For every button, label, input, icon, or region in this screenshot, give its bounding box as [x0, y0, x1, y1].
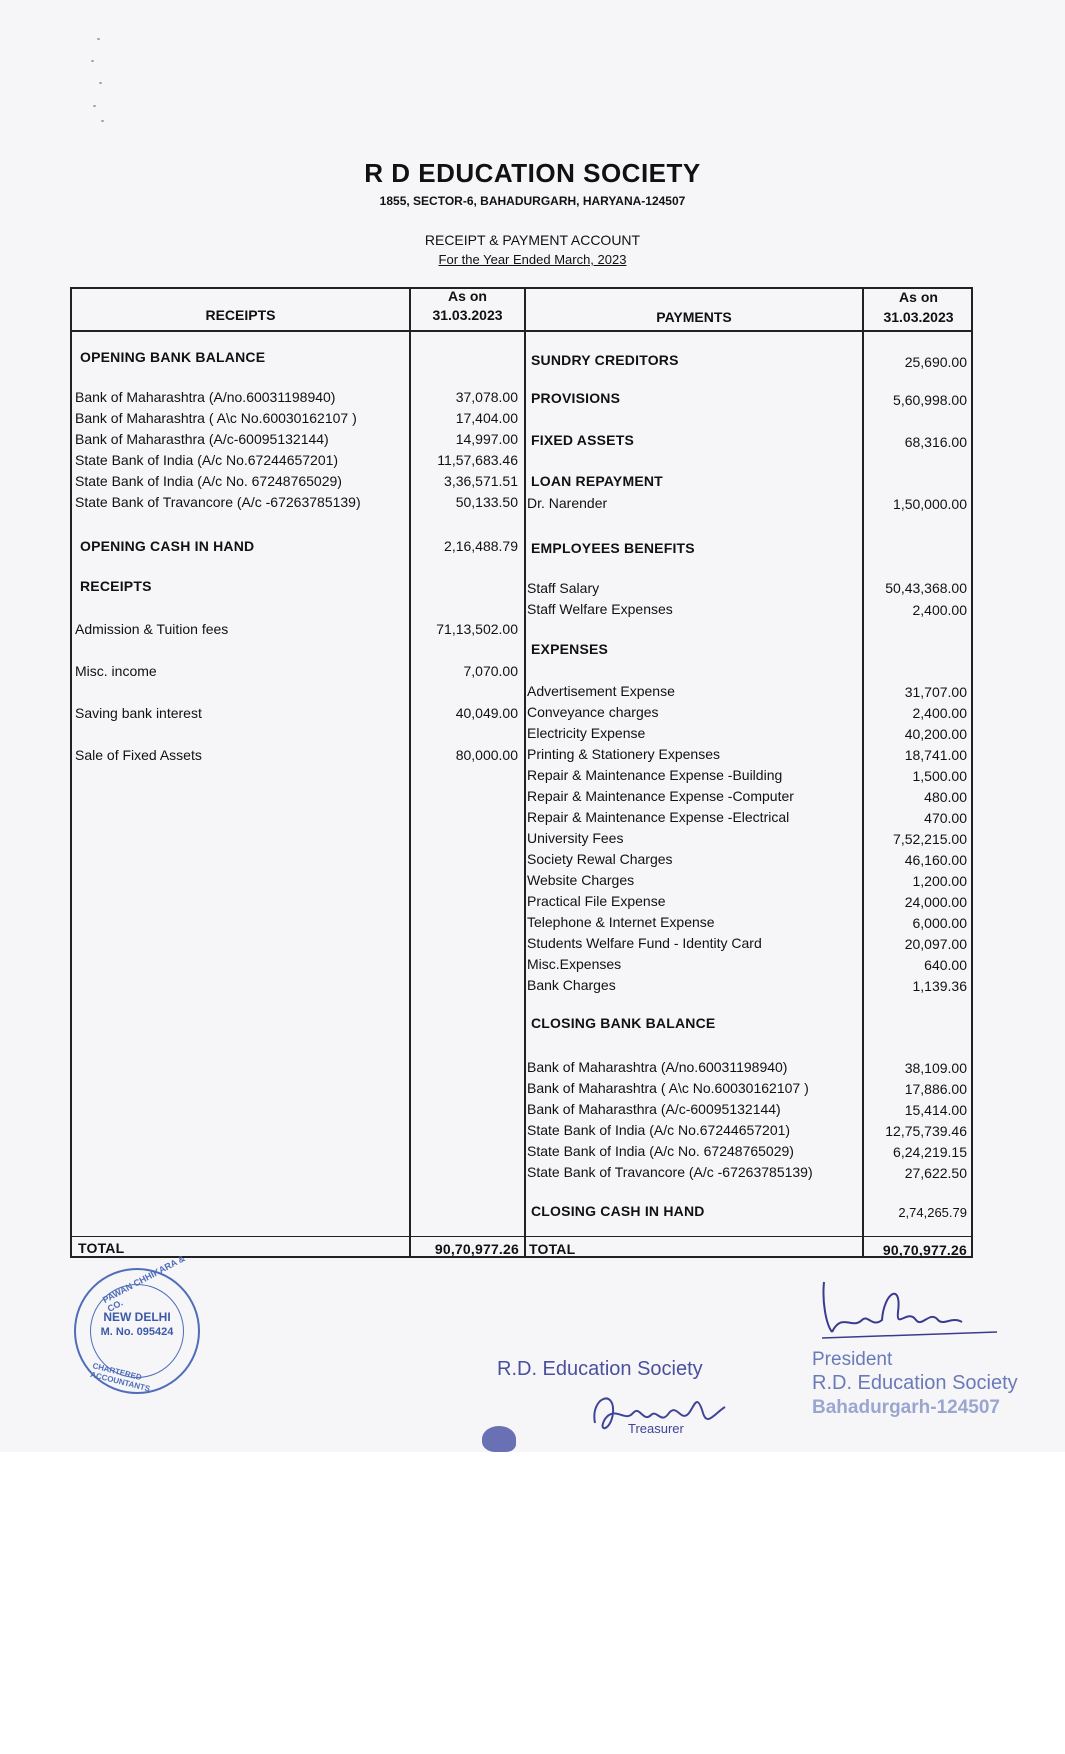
- expense-label: University Fees: [527, 830, 624, 846]
- closing-bank-label: State Bank of India (A/c No. 67248765029): [527, 1143, 794, 1159]
- closing-bank-amount: 27,622.50: [904, 1165, 967, 1181]
- expense-amount: 1,500.00: [912, 768, 967, 784]
- receipt-bank-amount: 37,078.00: [455, 389, 518, 405]
- expense-label: Bank Charges: [527, 977, 616, 993]
- expense-label: Society Rewal Charges: [527, 851, 673, 867]
- closing-bank-label: State Bank of Travancore (A/c -67263785139): [527, 1164, 813, 1180]
- expense-amount: 480.00: [924, 789, 967, 805]
- expenses-title: EXPENSES: [531, 641, 609, 657]
- expense-amount: 31,707.00: [904, 684, 967, 700]
- closing-bank-amount: 12,75,739.46: [885, 1123, 967, 1139]
- expense-amount: 6,000.00: [912, 915, 967, 931]
- expense-label: Repair & Maintenance Expense -Electrical: [527, 809, 790, 825]
- statement-title: RECEIPT & PAYMENT ACCOUNT: [424, 232, 641, 248]
- employee-amount: 50,43,368.00: [885, 580, 967, 596]
- employee-amount: 2,400.00: [912, 602, 967, 618]
- stamp-bottom-text: CHARTERED ACCOUNTANTS: [89, 1361, 151, 1394]
- president-label: President: [812, 1349, 893, 1370]
- sundry-creditors-amount: 25,690.00: [904, 354, 967, 370]
- employee-label: Staff Welfare Expenses: [527, 601, 673, 617]
- header-divider: [72, 330, 971, 332]
- date-header-left: 31.03.2023: [432, 307, 503, 323]
- as-on-header-right: As on: [899, 289, 938, 305]
- closing-bank-amount: 6,24,219.15: [893, 1144, 967, 1160]
- auditor-stamp: [74, 1253, 200, 1394]
- expense-amount: 640.00: [924, 957, 967, 973]
- closing-bank-label: State Bank of India (A/c No.67244657201): [527, 1122, 791, 1138]
- closing-cash-label: CLOSING CASH IN HAND: [531, 1203, 705, 1219]
- stamp-city: NEW DELHI: [103, 1310, 171, 1324]
- opening-cash-title: OPENING CASH IN HAND: [80, 538, 255, 554]
- expense-amount: 24,000.00: [904, 894, 967, 910]
- provisions-amount: 5,60,998.00: [893, 392, 967, 408]
- payments-total-amount: 90,70,977.26: [882, 1242, 967, 1258]
- total-divider: [72, 1236, 971, 1237]
- receipts-header: RECEIPTS: [205, 307, 276, 323]
- treasurer-label: Treasurer: [628, 1421, 684, 1436]
- closing-bank-amount: 15,414.00: [904, 1102, 967, 1118]
- receipt-bank-amount: 11,57,683.46: [437, 452, 518, 468]
- receipt-item-amount: 40,049.00: [455, 705, 518, 721]
- expense-label: Misc.Expenses: [527, 956, 622, 972]
- expense-amount: 470.00: [924, 810, 967, 826]
- receipt-bank-amount: 3,36,571.51: [444, 473, 518, 489]
- org-address: 1855, SECTOR-6, BAHADURGARH, HARYANA-124507: [379, 194, 686, 208]
- expense-amount: 1,200.00: [912, 873, 967, 889]
- closing-bank-label: Bank of Maharashtra (A/no.60031198940): [527, 1059, 788, 1075]
- society-seal: R.D. Education Society: [497, 1358, 703, 1380]
- as-on-header-left: As on: [448, 288, 487, 304]
- date-header-right: 31.03.2023: [883, 309, 954, 325]
- receipt-item-amount: 71,13,502.00: [436, 621, 518, 637]
- statement-period: For the Year Ended March, 2023: [438, 252, 627, 267]
- receipt-bank-amount: 14,997.00: [455, 431, 518, 447]
- receipt-item-amount: 7,070.00: [463, 663, 518, 679]
- president-place: Bahadurgarh-124507: [812, 1397, 1000, 1418]
- receipt-bank-label: State Bank of India (A/c No.67244657201): [75, 452, 339, 468]
- receipt-payment-table: [70, 287, 973, 1258]
- col-divider: [524, 289, 526, 1256]
- loan-amount: 1,50,000.00: [893, 496, 967, 512]
- provisions-label: PROVISIONS: [531, 390, 621, 406]
- receipt-item-label: Admission & Tuition fees: [75, 621, 229, 637]
- expense-label: Repair & Maintenance Expense -Computer: [527, 788, 794, 804]
- expense-amount: 46,160.00: [904, 852, 967, 868]
- receipt-item-label: Misc. income: [75, 663, 157, 679]
- closing-bank-label: Bank of Maharashtra ( A\c No.60030162107 ): [527, 1080, 809, 1096]
- expense-label: Electricity Expense: [527, 725, 646, 741]
- expense-amount: 1,139.36: [912, 978, 967, 994]
- sundry-creditors-label: SUNDRY CREDITORS: [531, 352, 679, 368]
- expense-amount: 40,200.00: [904, 726, 967, 742]
- opening-bank-title: OPENING BANK BALANCE: [80, 349, 266, 365]
- expense-amount: 7,52,215.00: [893, 831, 967, 847]
- expense-label: Printing & Stationery Expenses: [527, 746, 720, 762]
- receipt-bank-label: State Bank of India (A/c No. 67248765029): [75, 473, 342, 489]
- receipts-total-amount: 90,70,977.26: [434, 1241, 519, 1257]
- expense-amount: 18,741.00: [904, 747, 967, 763]
- org-name: R D EDUCATION SOCIETY: [364, 158, 701, 188]
- employees-title: EMPLOYEES BENEFITS: [531, 540, 695, 556]
- expense-label: Students Welfare Fund - Identity Card: [527, 935, 762, 951]
- expense-label: Website Charges: [527, 872, 635, 888]
- loan-label: Dr. Narender: [527, 495, 608, 511]
- fixed-assets-label: FIXED ASSETS: [531, 432, 635, 448]
- employee-label: Staff Salary: [527, 580, 600, 596]
- receipt-item-label: Sale of Fixed Assets: [75, 747, 202, 763]
- receipts-title: RECEIPTS: [80, 578, 152, 594]
- receipts-total-label: TOTAL: [78, 1240, 125, 1256]
- receipt-bank-amount: 17,404.00: [455, 410, 518, 426]
- closing-bank-label: Bank of Maharasthra (A/c-60095132144): [527, 1101, 781, 1117]
- loan-repayment-title: LOAN REPAYMENT: [531, 473, 663, 489]
- stamp-firm-name: PAWAN CHHIKARA & CO.: [101, 1253, 187, 1314]
- fixed-assets-amount: 68,316.00: [904, 434, 967, 450]
- stamp-membership: M. No. 095424: [100, 1326, 174, 1338]
- president-signature: [812, 1272, 1012, 1342]
- expense-amount: 20,097.00: [904, 936, 967, 952]
- receipt-bank-label: Bank of Maharasthra (A/c-60095132144): [75, 431, 329, 447]
- expense-label: Telephone & Internet Expense: [527, 914, 715, 930]
- ink-blot: [482, 1426, 516, 1452]
- closing-cash-amount: 2,74,265.79: [898, 1205, 967, 1220]
- receipt-bank-label: Bank of Maharashtra (A/no.60031198940): [75, 389, 336, 405]
- scan-specks: [85, 30, 115, 130]
- closing-bank-title: CLOSING BANK BALANCE: [531, 1015, 716, 1031]
- payments-header: PAYMENTS: [656, 309, 732, 325]
- opening-cash-amount: 2,16,488.79: [444, 538, 518, 554]
- closing-bank-amount: 17,886.00: [904, 1081, 967, 1097]
- receipt-bank-label: State Bank of Travancore (A/c -67263785139): [75, 494, 361, 510]
- expense-amount: 2,400.00: [912, 705, 967, 721]
- receipt-item-amount: 80,000.00: [455, 747, 518, 763]
- payments-total-label: TOTAL: [529, 1241, 576, 1257]
- expense-label: Conveyance charges: [527, 704, 659, 720]
- expense-label: Advertisement Expense: [527, 683, 675, 699]
- expense-label: Practical File Expense: [527, 893, 666, 909]
- receipt-bank-label: Bank of Maharashtra ( A\c No.60030162107 ): [75, 410, 357, 426]
- expense-label: Repair & Maintenance Expense -Building: [527, 767, 783, 783]
- president-org: R.D. Education Society: [812, 1372, 1018, 1394]
- receipt-item-label: Saving bank interest: [75, 705, 202, 721]
- closing-bank-amount: 38,109.00: [904, 1060, 967, 1076]
- receipt-bank-amount: 50,133.50: [455, 494, 518, 510]
